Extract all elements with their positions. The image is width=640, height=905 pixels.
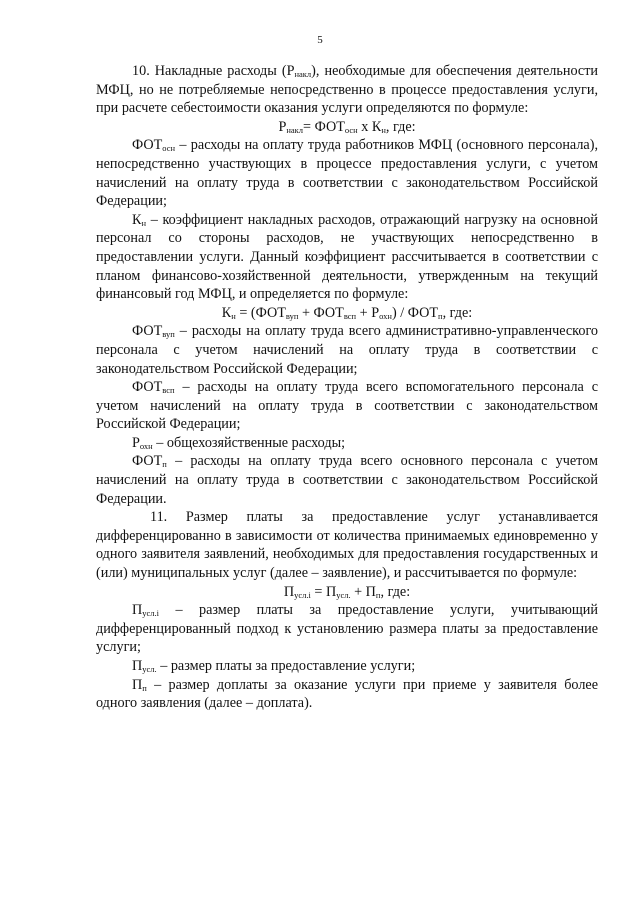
definition-p-usl: $П_{усл.}$ – размер платы за предоставление услуги; [132,658,416,674]
paragraph-11: 11. Размер платы за предоставление услуг устанавливается дифференцированно в зависимости от количества принимаемых единовременно у одного заявителя заявлений, необходимых для предоставления государственных и (или) муниципальных услуг (далее – заявление), и рассчитывается по формуле: [96,509,598,582]
definition-p-p: $П_п$ – размер доплаты за оказание услуги при приеме у заявителя более одного заявления (далее – доплата). [96,676,598,712]
definition-kn: $К_н$ – коэффициент накладных расходов, отражающий нагрузку на основной персонал со стороны расходов, не участвующих непосредственно в предоставлении услуги. Данный коэффициент рассчитывается в соответствии с планом финансово-хозяйственной деятельности, утвержденным на текущий финансовый год МФЦ, и определяется по формуле: [96,211,598,303]
document-body [96,62,598,713]
definition-fot-vup: $ФОТ_{вуп}$ – расходы на оплату труда всего административно-управленческого персонала с учетом начислений на оплату труда в соответствии с законодательством Российской Федерации; [96,323,598,377]
definition-p-usl-i: $П_{усл.i}$ – размер платы за предоставление услуги, учитывающий дифференцированный подход к установлению размера платы за предоставление услуги; [96,602,598,656]
formula-coefficient: $К_н = (ФОТ_{вуп} + ФОТ_{всп} + Р_{охн}) / ФОТ_п$, где: [221,304,473,321]
page-number: 5 [317,34,323,46]
paragraph-10: 10. Накладные расходы $(Р_{накл})$, необходимые для обеспечения деятельности МФЦ, но не потребляемые непосредственно в процессе предоставления услуги, при расчете себестоимости оказания услуги определяются по формуле: [96,63,598,117]
definition-fot-vsp: $ФОТ_{всп}$ – расходы на оплату труда всего вспомогательного персонала с учетом начислений на оплату труда в соответствии с законодательством Российской Федерации; [96,379,598,433]
definition-fot-p: $ФОТ_п$ – расходы на оплату труда всего основного персонала с учетом начислений на оплату труда в соответствии с законодательством Российской Федерации. [96,453,598,507]
definition-r-ohn: $Р_{охн}$ – общехозяйственные расходы; [132,434,346,451]
formula-fee: $П_{усл.i} = П_{усл.} + П_п$, где: [283,583,411,600]
definition-fot-osn: $ФОТ_{осн}$ – расходы на оплату труда работников МФЦ (основного персонала), непосредственно участвующих в процессе предоставления услуги, с учетом начислений на оплату труда в соответствии с законодательством Российской Федерации; [96,137,598,210]
formula-overhead: $Р_{накл}= ФОТ_{осн}$ x $К_н$, где: [278,118,416,135]
